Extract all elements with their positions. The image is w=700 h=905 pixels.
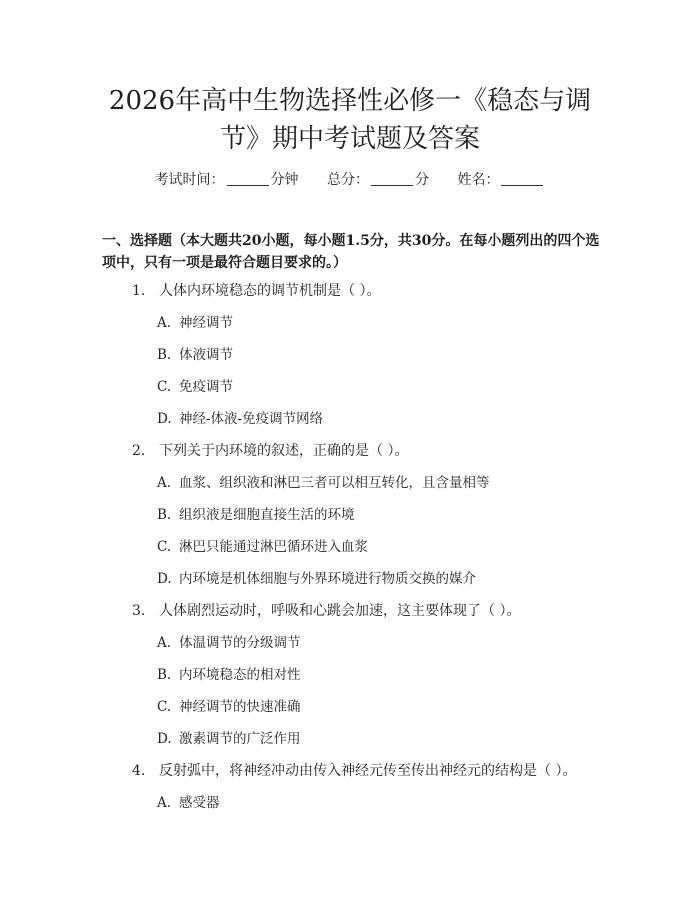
option-text: 淋巴只能通过淋巴循环进入血浆 (179, 539, 368, 555)
question-number: 3. (132, 603, 146, 619)
exam-title (90, 82, 610, 158)
option-label: B. (157, 667, 172, 683)
option-text: 感受器 (179, 795, 220, 811)
option-label: B. (157, 347, 172, 363)
option-label: C. (157, 539, 172, 555)
question-number: 1. (132, 283, 146, 299)
option-label: C. (157, 699, 172, 715)
option-label: A. (157, 315, 172, 331)
exam-time-blank (227, 171, 269, 186)
option-text: 神经调节 (179, 315, 233, 331)
section-heading: 一、选择题（本大题共20小题，每小题1.5分，共30分。在每小题列出的四个选项中，只有一项是最符合题目要求的。） (102, 233, 600, 271)
question-option (157, 473, 490, 493)
question-option (157, 409, 323, 429)
total-score-blank (371, 171, 413, 186)
option-label: C. (157, 379, 172, 395)
option-label: D. (157, 571, 172, 587)
question-option (157, 377, 233, 397)
student-name-label: 姓名： (457, 172, 500, 188)
option-text: 内环境是机体细胞与外界环境进行物质交换的媒介 (179, 571, 476, 587)
question-option (157, 569, 476, 589)
title-line-2: 节》期中考试题及答案 (219, 124, 480, 154)
question-stem (132, 441, 408, 461)
question-option (157, 793, 220, 813)
option-label: D. (157, 731, 172, 747)
question-option (157, 313, 233, 333)
option-text: 激素调节的广泛作用 (179, 731, 301, 747)
question-option (157, 729, 301, 749)
question-number: 4. (132, 763, 146, 779)
exam-time-label: 考试时间： (154, 172, 225, 188)
student-name-field (457, 170, 545, 190)
total-score-label: 总分： (327, 172, 369, 188)
total-score-field (327, 170, 429, 190)
question-stem (132, 761, 576, 781)
question-option (157, 697, 301, 717)
question-option (157, 505, 355, 525)
option-text: 神经调节的快速准确 (179, 699, 301, 715)
question-stem (132, 281, 380, 301)
question-option (157, 345, 233, 365)
option-text: 神经-体液-免疫调节网络 (179, 411, 324, 427)
question-option (157, 665, 301, 685)
total-score-unit: 分 (415, 172, 429, 188)
option-label: A. (157, 475, 172, 491)
title-line-1: 2026年高中生物选择性必修一《稳态与调 (108, 86, 592, 116)
option-text: 组织液是细胞直接生活的环境 (179, 507, 355, 523)
question-text: 人体剧烈运动时，呼吸和心跳会加速，这主要体现了（ ）。 (159, 603, 521, 619)
option-label: B. (157, 507, 172, 523)
question-option (157, 537, 368, 557)
option-text: 体液调节 (179, 347, 233, 363)
question-option (157, 633, 301, 653)
exam-info-row (0, 170, 700, 190)
exam-time-unit: 分钟 (270, 172, 299, 188)
question-number: 2. (132, 443, 146, 459)
option-text: 内环境稳态的相对性 (179, 667, 301, 683)
question-text: 人体内环境稳态的调节机制是（ ）。 (159, 283, 381, 299)
question-text: 反射弧中，将神经冲动由传入神经元传至传出神经元的结构是（ ）。 (159, 763, 577, 779)
option-label: A. (157, 795, 172, 811)
option-text: 免疫调节 (179, 379, 233, 395)
option-text: 体温调节的分级调节 (179, 635, 301, 651)
option-label: A. (157, 635, 172, 651)
option-text: 血浆、组织液和淋巴三者可以相互转化，且含量相等 (179, 475, 490, 491)
option-label: D. (157, 411, 172, 427)
student-name-blank (501, 171, 543, 186)
question-stem (132, 601, 520, 621)
question-text: 下列关于内环境的叙述，正确的是（ ）。 (159, 443, 409, 459)
exam-time-field (155, 170, 299, 190)
